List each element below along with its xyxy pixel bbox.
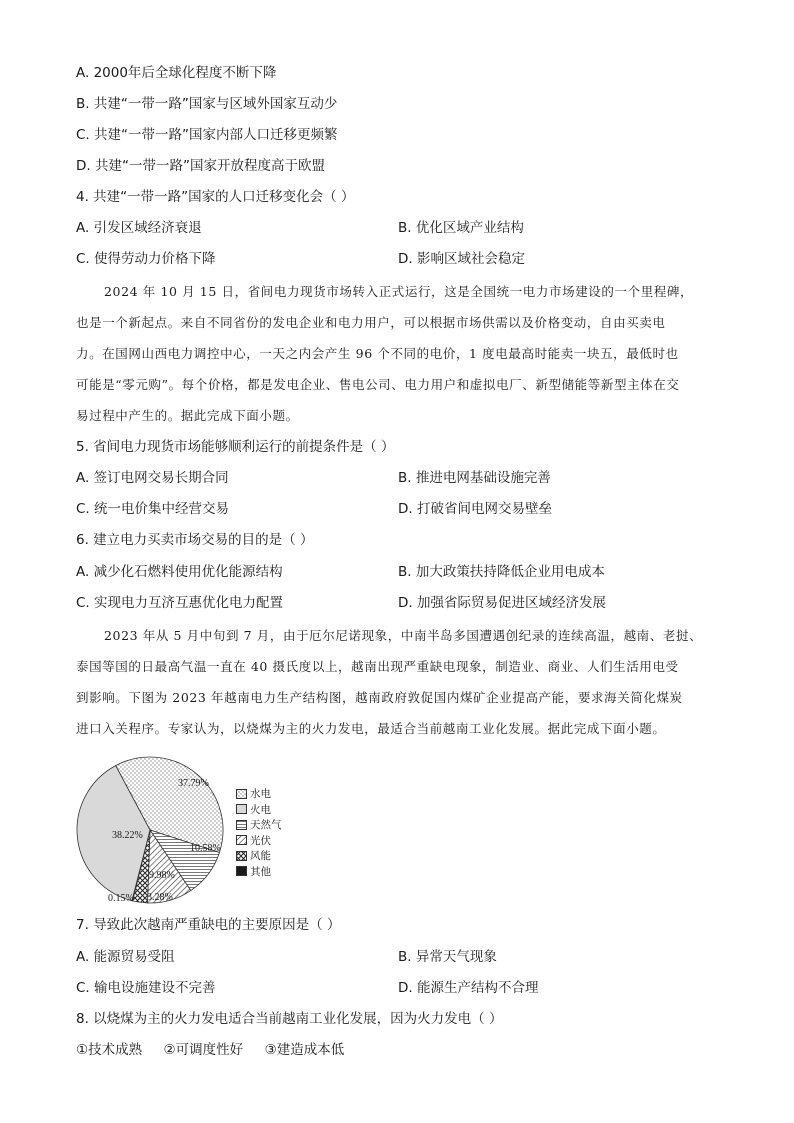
passage2-line-1: 2023 年从 5 月中旬到 7 月，由于厄尔尼诺现象，中南半岛多国遭遇创纪录的连续高温，越南、老挝、 bbox=[104, 628, 703, 643]
q7-stem: 7. 导致此次越南严重缺电的主要原因是（ ） bbox=[76, 917, 341, 933]
q6-option-b: B. 加大政策扶持降低企业用电成本 bbox=[398, 564, 605, 580]
q4-option-b: B. 优化区域产业结构 bbox=[398, 220, 524, 236]
passage1-line-5: 易过程中产生的。据此完成下面小题。 bbox=[76, 408, 299, 423]
passage1-line-2: 也是一个新起点。来自不同省份的发电企业和电力用户，可以根据市场供需以及价格变动，自由买卖电 bbox=[76, 315, 666, 330]
q7-option-b: B. 异常天气现象 bbox=[398, 949, 497, 965]
passage2-line-3: 到影响。下图为 2023 年越南电力生产结构图，越南政府敦促国内煤矿企业提高产能，要求海关简化煤炭 bbox=[76, 690, 683, 705]
legend-label-solar: 光伏 bbox=[250, 834, 271, 847]
q4-option-d: D. 影响区域社会稳定 bbox=[398, 251, 525, 267]
q5-stem: 5. 省间电力现货市场能够顺利运行的前提条件是（ ） bbox=[76, 439, 395, 455]
legend-item-other bbox=[236, 864, 282, 880]
legend-label-wind: 风能 bbox=[250, 850, 271, 863]
legend-swatch-black bbox=[236, 866, 247, 876]
pie-label-thermal: 38.22% bbox=[112, 830, 143, 841]
q7-option-a: A. 能源贸易受阻 bbox=[76, 949, 175, 965]
q3-option-a: A. 2000年后全球化程度不断下降 bbox=[76, 65, 277, 81]
passage2-line-2: 泰国等国的日最高气温一直在 40 摄氏度以上，越南出现严重缺电现象，制造业、商业、人们生活用电受 bbox=[76, 659, 679, 674]
q6-option-c: C. 实现电力互济互惠优化电力配置 bbox=[76, 595, 284, 611]
q7-option-c: C. 输电设施建设不完善 bbox=[76, 980, 216, 996]
legend-item-wind bbox=[236, 848, 282, 864]
legend-label-thermal: 火电 bbox=[250, 803, 271, 816]
q7-option-d: D. 能源生产结构不合理 bbox=[398, 980, 539, 996]
passage1-line-1: 2024 年 10 月 15 日，省间电力现货市场转入正式运行，这是全国统一电力市场建设的一个里程碑， bbox=[104, 284, 694, 299]
pie-label-wind: 3.28% bbox=[147, 892, 173, 903]
pie-label-other: 0.15% bbox=[108, 893, 134, 904]
legend-label-gas: 天然气 bbox=[250, 819, 282, 832]
q5-option-c: C. 统一电价集中经营交易 bbox=[76, 501, 230, 517]
q6-option-a: A. 减少化石燃料使用优化能源结构 bbox=[76, 564, 283, 580]
q6-option-d: D. 加强省际贸易促进区域经济发展 bbox=[398, 595, 606, 611]
passage1-line-3: 力。在国网山西电力调控中心，一天之内会产生 96 个不同的电价，1 度电最高时能卖一块五，最低时也 bbox=[76, 346, 679, 361]
q4-option-a: A. 引发区域经济衰退 bbox=[76, 220, 202, 236]
legend-label-hydro: 水电 bbox=[250, 788, 271, 801]
pie-label-solar: 9.98% bbox=[149, 870, 175, 881]
legend-item-hydro bbox=[236, 786, 282, 802]
q6-stem: 6. 建立电力买卖市场交易的目的是（ ） bbox=[76, 532, 314, 548]
pie-label-hydro: 37.79% bbox=[178, 778, 209, 789]
q4-option-c: C. 使得劳动力价格下降 bbox=[76, 251, 216, 267]
q3-option-c: C. 共建“一带一路”国家内部人口迁移更频繁 bbox=[76, 127, 338, 143]
q4-stem: 4. 共建“一带一路”国家的人口迁移变化会（ ） bbox=[76, 189, 355, 205]
q3-option-b: B. 共建“一带一路”国家与区域外国家互动少 bbox=[76, 96, 338, 112]
legend-swatch-hlines bbox=[236, 820, 247, 830]
passage2-line-4: 进口入关程序。专家认为，以烧煤为主的火力发电，最适合当前越南工业化发展。据此完成下面小题。 bbox=[76, 721, 666, 736]
passage1-line-4: 可能是“零元购”。每个价格，都是发电企业、售电公司、电力用户和虚拟电厂、新型储能等新型主体在交 bbox=[76, 377, 680, 392]
legend-item-solar bbox=[236, 833, 282, 849]
pie-label-gas: 10.58% bbox=[190, 843, 221, 854]
legend-swatch-cross bbox=[236, 851, 247, 861]
q5-option-b: B. 推进电网基础设施完善 bbox=[398, 470, 551, 486]
q3-option-d: D. 共建“一带一路”国家开放程度高于欧盟 bbox=[76, 158, 325, 174]
q5-option-d: D. 打破省间电网交易壁垒 bbox=[398, 501, 552, 517]
legend-label-other: 其他 bbox=[250, 865, 271, 878]
legend-item-thermal bbox=[236, 802, 282, 818]
legend-item-gas bbox=[236, 817, 282, 833]
q8-items: ①技术成熟 ②可调度性好 ③建造成本低 bbox=[76, 1042, 345, 1058]
q5-option-a: A. 签订电网交易长期合同 bbox=[76, 470, 229, 486]
q8-stem: 8. 以烧煤为主的火力发电适合当前越南工业化发展，因为火力发电（ ） bbox=[76, 1011, 503, 1027]
legend-swatch-diagonal bbox=[236, 835, 247, 845]
pie-legend bbox=[236, 786, 282, 879]
legend-swatch-gray bbox=[236, 804, 247, 814]
legend-swatch-dots bbox=[236, 789, 247, 799]
